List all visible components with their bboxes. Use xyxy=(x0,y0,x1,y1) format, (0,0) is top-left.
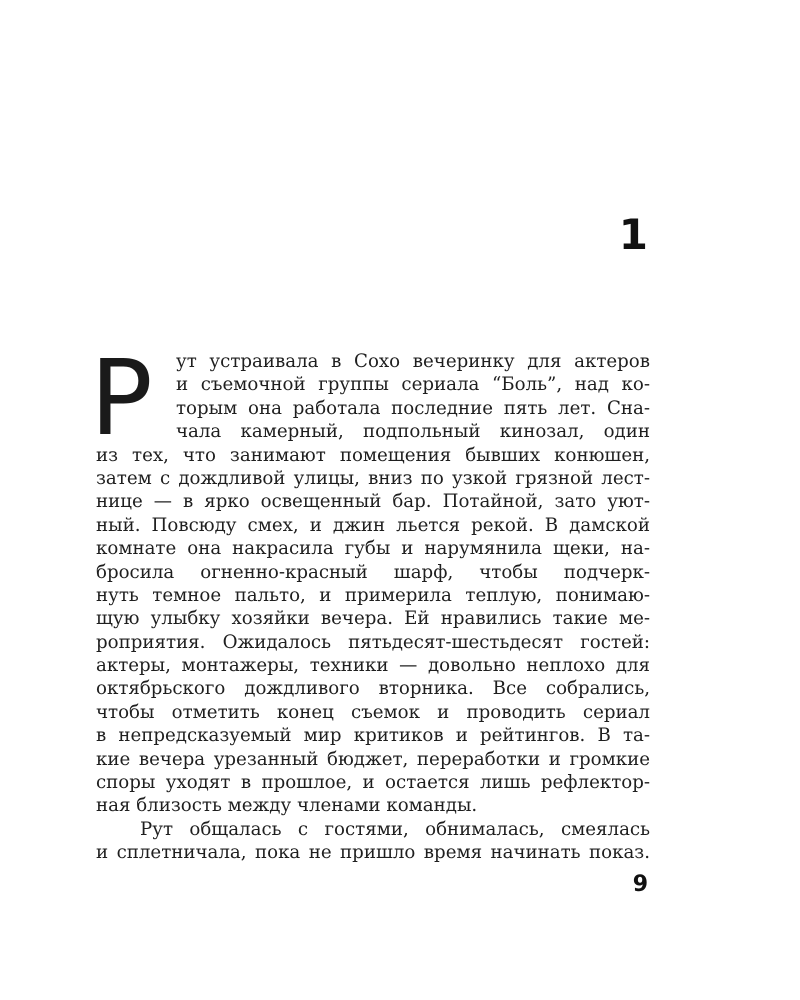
text-line: ут устраивала в Сохо вечеринку для актеров xyxy=(176,351,650,372)
text-line: чтобы отметить конец съемок и проводить сериал xyxy=(96,701,650,723)
paragraph-2 xyxy=(96,818,650,865)
text-line: из тех, что занимают помещения бывших конюшен, xyxy=(96,444,650,466)
text-line: нице — в ярко освещенный бар. Потайной, зато уют- xyxy=(96,491,650,513)
text-line: чала камерный, подпольный кинозал, один xyxy=(176,421,650,443)
text-line: затем с дождливой улицы, вниз по узкой грязной лест- xyxy=(96,467,650,489)
text-line: октябрьского дождливого вторника. Все собрались, xyxy=(96,678,650,700)
text-line: бросила огненно-красный шарф, чтобы подчерк- xyxy=(96,561,650,583)
text-line: кие вечера урезанный бюджет, переработки и громкие xyxy=(96,748,650,770)
text-line: и сплетничала, пока не пришло время начинать показ. xyxy=(96,842,650,864)
body-text xyxy=(90,337,650,865)
text-line: щую улыбку хозяйки вечера. Ей нравились такие ме- xyxy=(96,608,650,630)
text-line: Рут общалась с гостями, обнималась, смеялась xyxy=(140,818,650,840)
text-line: торым она работала последние пять лет. Сна- xyxy=(176,397,650,419)
paragraph-1 xyxy=(96,350,650,818)
text-line: ный. Повсюду смех, и джин льется рекой. В дамской xyxy=(96,514,650,536)
text-line: комнате она накрасила губы и нарумянила щеки, на- xyxy=(96,538,650,560)
text-line: ная близость между членами команды. xyxy=(96,795,478,817)
text-line: и съемочной группы сериала “Боль”, над ко- xyxy=(176,374,650,396)
text-line: нуть темное пальто, и примерила теплую, понимаю- xyxy=(96,584,650,606)
page-number: 9 xyxy=(632,872,648,897)
drop-cap: Р xyxy=(90,337,153,459)
chapter-number: 1 xyxy=(618,210,648,259)
text-line: споры уходят в прошлое, и остается лишь рефлектор- xyxy=(96,772,650,794)
text-line: в непредсказуемый мир критиков и рейтингов. В та- xyxy=(96,725,650,747)
text-line: роприятия. Ожидалось пятьдесят-шестьдесят гостей: xyxy=(96,631,650,653)
text-line: актеры, монтажеры, техники — довольно неплохо для xyxy=(96,655,650,677)
